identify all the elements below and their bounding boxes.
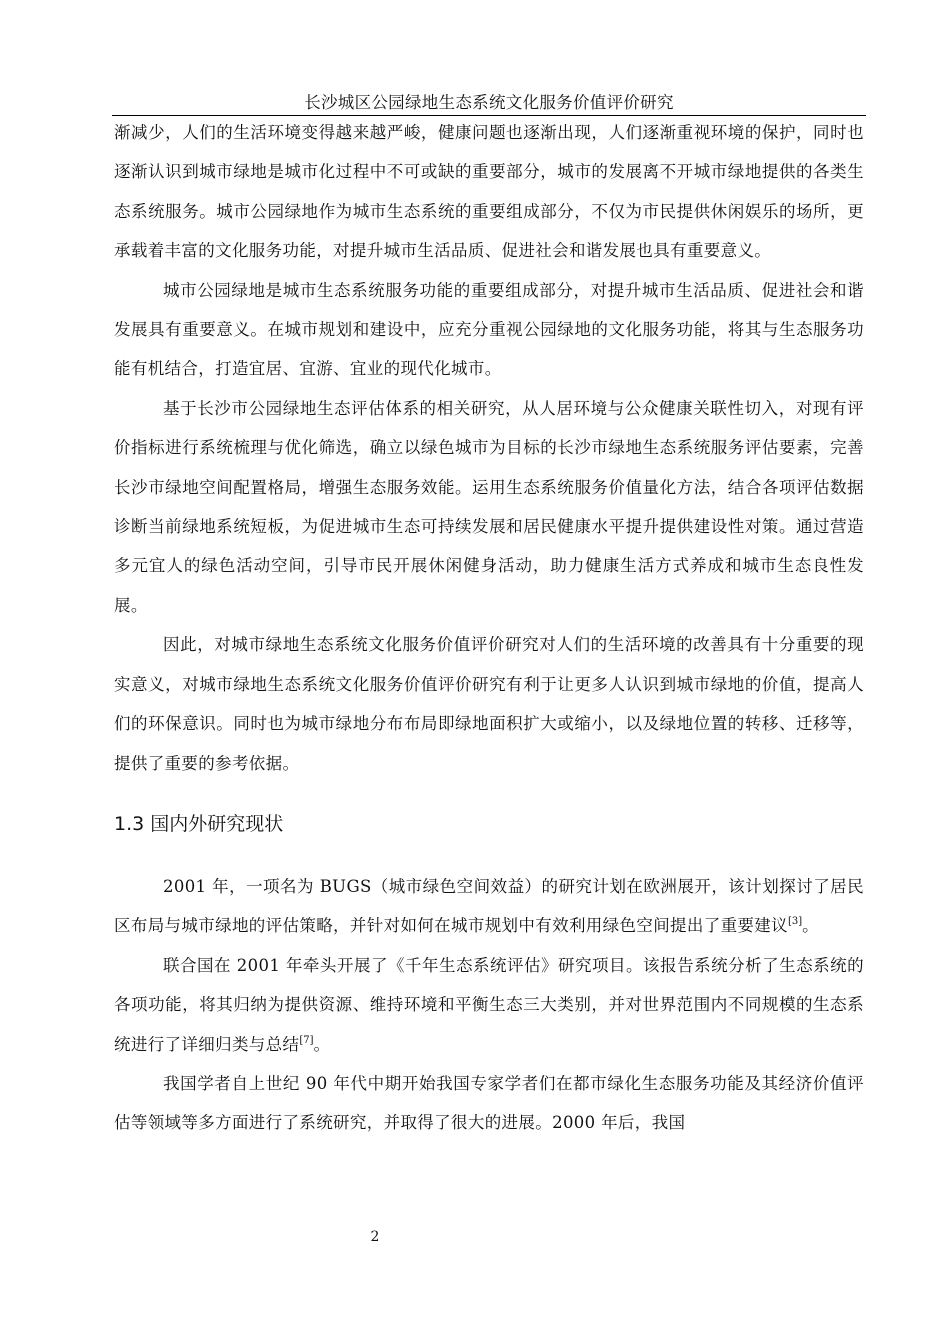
paragraph: [114, 946, 864, 1064]
paragraph-text: 联合国在 2001 年牵头开展了《千年生态系统评估》研究项目。该报告系统分析了生态系统的各项功能，将其归纳为提供资源、维持环境和平衡生态三大类别，并对世界范围内不同规模的生态系统进行了详细归类与总结: [114, 955, 864, 1054]
page-number: 2: [370, 1229, 380, 1245]
paragraph-end-punct: 。: [313, 1034, 331, 1054]
running-header: 长沙城区公园绿地生态系统文化服务价值评价研究: [304, 93, 674, 112]
paragraph: [114, 867, 864, 946]
paragraph: 我国学者自上世纪 90 年代中期开始我国专家学者们在都市绿化生态服务功能及其经济价值评估等领域等多方面进行了系统研究，并取得了很大的进展。2000 年后，我国: [114, 1073, 864, 1133]
paragraph: 因此，对城市绿地生态系统文化服务价值评价研究对人们的生活环境的改善具有十分重要的现实意义，对城市绿地生态系统文化服务价值评价研究有利于让更多人认识到城市绿地的价值，提高人们的环保意识。同时也为城市绿地分布布局即绿地面积扩大或缩小，以及绿地位置的转移、迁移等，提供了重要的参考依据。: [114, 635, 864, 773]
paragraph-continued: 渐减少，人们的生活环境变得越来越严峻，健康问题也逐渐出现，人们逐渐重视环境的保护，同时也逐渐认识到城市绿地是城市化过程中不可或缺的重要部分，城市的发展离不开城市绿地提供的各类生态系统服务。城市公园绿地作为城市生态系统的重要组成部分，不仅为市民提供休闲娱乐的场所，更承载着丰富的文化服务功能，对提升城市生活品质、促进社会和谐发展也具有重要意义。: [114, 123, 864, 261]
paragraph: 基于长沙市公园绿地生态评估体系的相关研究，从人居环境与公众健康关联性切入，对现有评价指标进行系统梳理与优化筛选，确立以绿色城市为目标的长沙市绿地生态系统服务评估要素，完善长沙市绿地空间配置格局，增强生态服务效能。运用生态系统服务价值量化方法，结合各项评估数据诊断当前绿地系统短板，为促进城市生态可持续发展和居民健康水平提升提供建设性对策。通过营造多元宜人的绿色活动空间，引导市民开展休闲健身活动，助力健康生活方式养成和城市生态良性发展。: [114, 398, 864, 615]
paragraph: 城市公园绿地是城市生态系统服务功能的重要组成部分，对提升城市生活品质、促进社会和谐发展具有重要意义。在城市规划和建设中，应充分重视公园绿地的文化服务功能，将其与生态服务功能有机结合，打造宜居、宜游、宜业的现代化城市。: [114, 280, 864, 379]
paragraph-text: 2001 年，一项名为 BUGS（城市绿色空间效益）的研究计划在欧洲展开，该计划探讨了居民区布局与城市绿地的评估策略，并针对如何在城市规划中有效利用绿色空间提出了重要建议: [114, 876, 864, 936]
section-heading: 1.3 国内外研究现状: [114, 812, 284, 835]
citation-reference: [7]: [299, 1034, 314, 1046]
body-text: [114, 113, 864, 1143]
paragraph-end-punct: 。: [802, 916, 820, 936]
citation-reference: [3]: [788, 916, 803, 928]
